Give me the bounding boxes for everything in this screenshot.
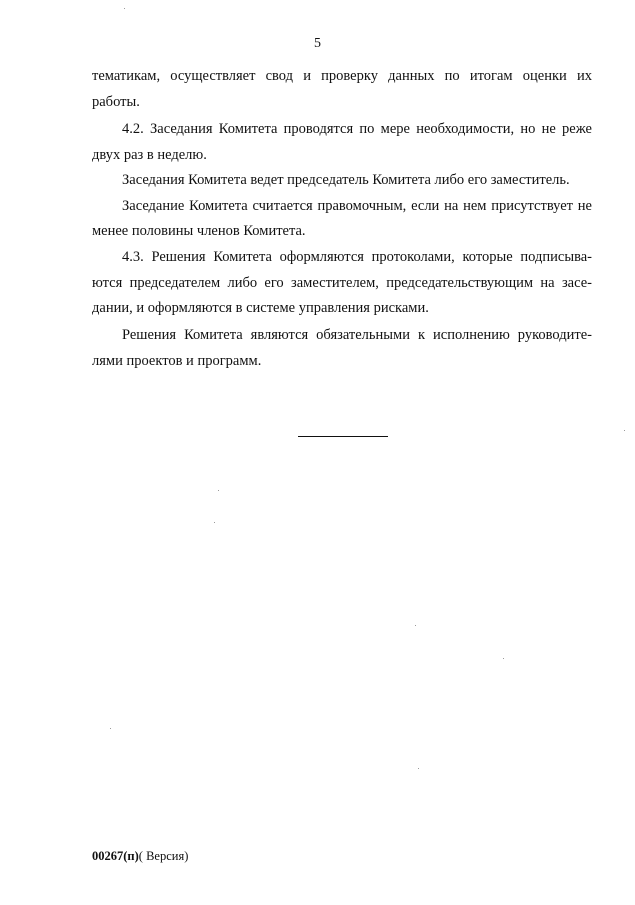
scan-speck: [214, 522, 215, 523]
scan-speck: [415, 625, 416, 626]
scan-speck: [624, 430, 625, 431]
scan-speck: [110, 728, 111, 729]
document-code: 00267(п): [92, 849, 139, 863]
version-label: ( Версия): [138, 849, 189, 863]
text-line-3: 4.2. Заседания Комитета проводятся по мере необходимости, но не реже: [122, 121, 592, 137]
text-line-12: лями проектов и программ.: [92, 353, 262, 369]
text-line-7: менее половины членов Комитета.: [92, 223, 306, 239]
text-line-8: 4.3. Решения Комитета оформляются протоколами, которые подписыва-: [122, 249, 592, 265]
document-footer: [92, 849, 188, 864]
text-line-4: двух раз в неделю.: [92, 147, 207, 163]
text-line-11: Решения Комитета являются обязательными к исполнению руководите-: [122, 327, 592, 343]
text-line-1: тематикам, осуществляет свод и проверку данных по итогам оценки их: [92, 68, 592, 84]
scan-speck: [503, 658, 504, 659]
scan-speck: [218, 490, 219, 491]
text-line-9: ются председателем либо его заместителем, председательствующим на засе-: [92, 275, 592, 291]
text-line-2: работы.: [92, 94, 140, 110]
scan-speck: [418, 768, 419, 769]
scan-speck: [124, 8, 125, 9]
text-line-6: Заседание Комитета считается правомочным, если на нем присутствует не: [122, 198, 592, 214]
text-line-5: Заседания Комитета ведет председатель Комитета либо его заместитель.: [122, 172, 570, 188]
separator-rule: [298, 436, 388, 437]
page-number: 5: [314, 36, 321, 51]
text-line-10: дании, и оформляются в системе управления рисками.: [92, 300, 429, 316]
